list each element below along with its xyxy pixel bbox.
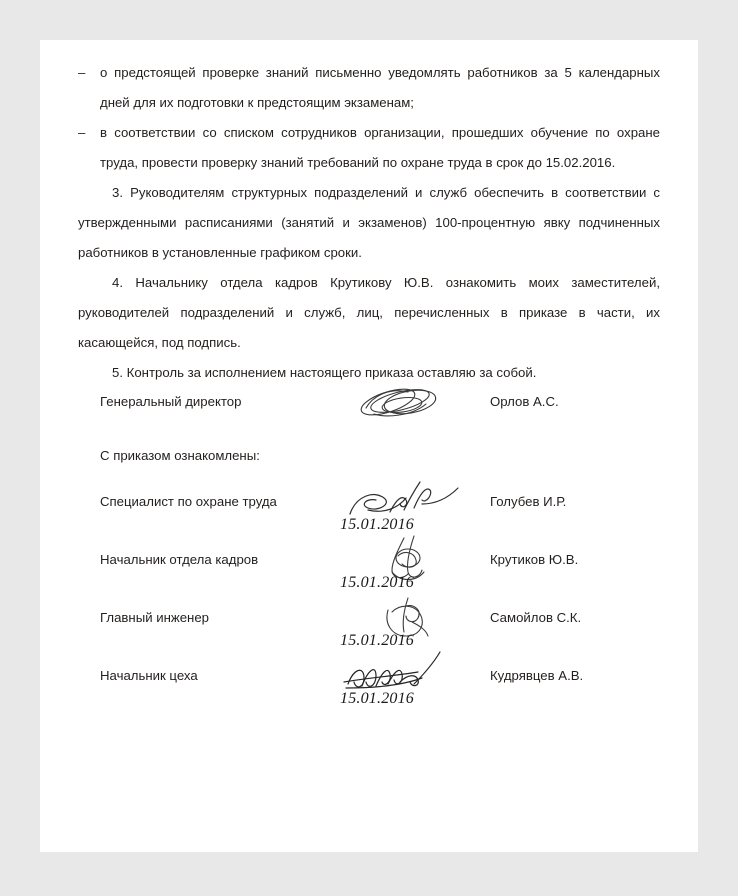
- signature-position-label: Главный инженер: [100, 610, 209, 625]
- list-item-text: о предстоящей проверке знаний письменно уведомлять работников за 5 календарных дней для их подготовки к предстоящим экзаменам;: [100, 65, 660, 110]
- acknowledgement-label: С приказом ознакомлены:: [100, 448, 260, 463]
- signature-row: [78, 538, 660, 596]
- paragraph-3: 3. Руководителям структурных подразделений и служб обеспечить в соответствии с утвержденными расписаниями (занятий и экзаменов) 100-процентную явку подчиненных работников в установленные графиком сроки.: [78, 185, 660, 260]
- signature-row: [78, 480, 660, 538]
- signature-date: 15.01.2016: [340, 516, 414, 533]
- paragraph-4: 4. Начальнику отдела кадров Крутикову Ю.В. ознакомить моих заместителей, руководителей подразделений и служб, лиц, перечисленных в приказе в части, их касающейся, под подпись.: [78, 275, 660, 350]
- bullet-dash-icon: –: [78, 125, 86, 140]
- list-item: [78, 58, 660, 118]
- signature-position-label: Генеральный директор: [100, 394, 242, 409]
- signature-position-label: Начальник отдела кадров: [100, 552, 259, 567]
- signatory-name: Кудрявцев А.В.: [490, 668, 584, 683]
- signature-block: [78, 380, 660, 712]
- signature-date: 15.01.2016: [340, 632, 414, 649]
- signature-row: [78, 596, 660, 654]
- handwritten-signature-icon: [330, 374, 480, 430]
- list-item: [78, 118, 660, 178]
- list-item-text: в соответствии со списком сотрудников организации, прошедших обучение по охране труда, провести проверку знаний требований по охране труда в срок до 15.02.2016.: [100, 125, 660, 170]
- signature-row: [78, 654, 660, 712]
- document-body: [78, 58, 660, 388]
- signature-date: 15.01.2016: [340, 690, 414, 707]
- paragraph-5: 5. Контроль за исполнением настоящего приказа оставляю за собой.: [112, 365, 537, 380]
- document-page: [40, 40, 698, 852]
- signatory-name: Голубев И.Р.: [490, 494, 567, 509]
- signature-date: 15.01.2016: [340, 574, 414, 591]
- signature-row-director: [78, 380, 660, 440]
- bullet-dash-icon: –: [78, 65, 86, 80]
- signature-position-label: Начальник цеха: [100, 668, 198, 683]
- signatory-name: Самойлов С.К.: [490, 610, 582, 625]
- signatory-name: Орлов А.С.: [490, 394, 559, 409]
- signature-position-label: Специалист по охране труда: [100, 494, 277, 509]
- signatory-name: Крутиков Ю.В.: [490, 552, 579, 567]
